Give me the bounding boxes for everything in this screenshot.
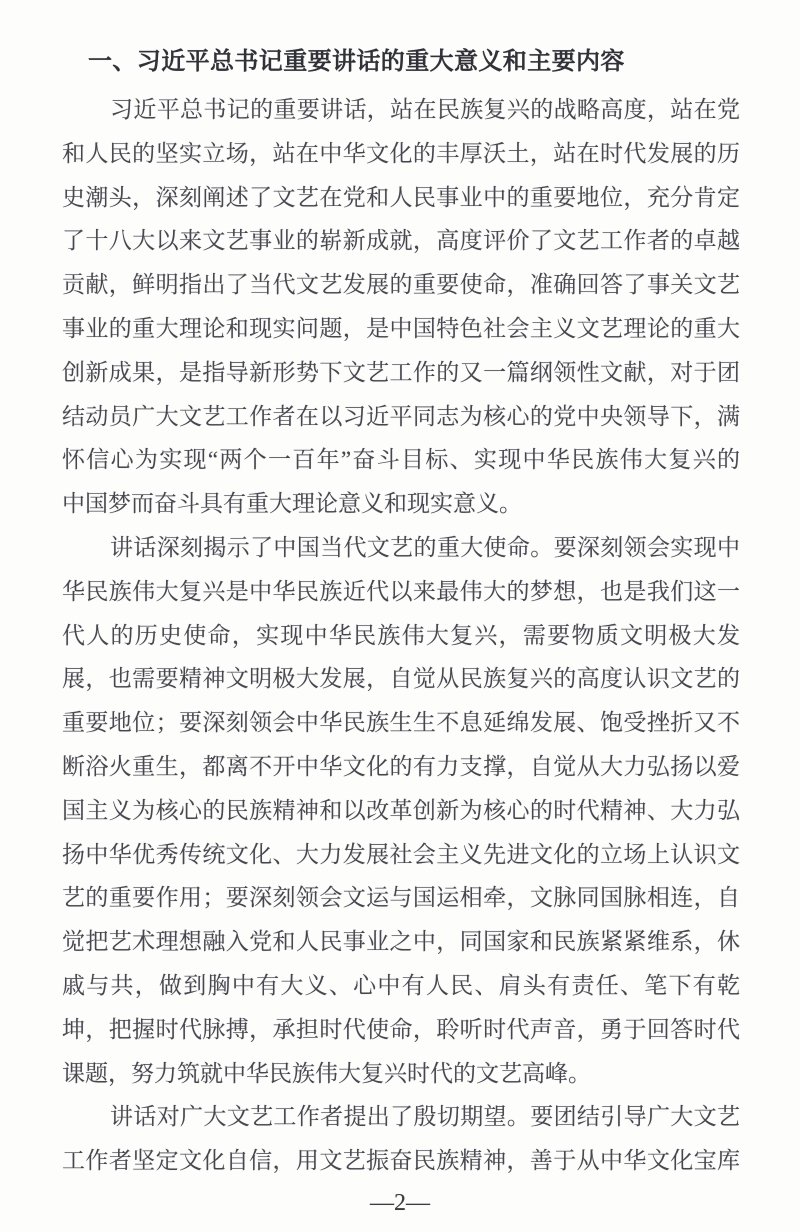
text-line: 重要地位；要深刻领会中华民族生生不息延绵发展、饱受挫折又不: [62, 710, 740, 736]
section-heading: 一、习近平总书记重要讲话的重大意义和主要内容: [88, 48, 625, 75]
text-line: 戚与共，做到胸中有大义、心中有人民、肩头有责任、笔下有乾: [62, 972, 740, 998]
text-line: 了十八大以来文艺事业的崭新成就，高度评价了文艺工作者的卓越: [62, 228, 740, 254]
text-line: 结动员广大文艺工作者在以习近平同志为核心的党中央领导下，满: [62, 403, 740, 429]
text-line: 习近平总书记的重要讲话，站在民族复兴的战略高度，站在党: [110, 97, 740, 122]
text-line: 讲话深刻揭示了中国当代文艺的重大使命。要深刻领会实现中: [110, 534, 740, 560]
text-line: 讲话对广大文艺工作者提出了殷切期望。要团结引导广大文艺: [110, 1104, 740, 1130]
text-line: 中国梦而奋斗具有重大理论意义和现实意义。: [62, 491, 522, 517]
text-line: 课题，努力筑就中华民族伟大复兴时代的文艺高峰。: [62, 1060, 591, 1086]
page-number: —2—: [370, 1190, 430, 1216]
text-line: 代人的历史使命，实现中华民族伟大复兴，需要物质文明极大发: [62, 622, 740, 648]
text-line: 艺的重要作用；要深刻领会文运与国运相牵，文脉同国脉相连，自: [62, 885, 740, 911]
text-line: 坤，把握时代脉搏，承担时代使命，聆听时代声音，勇于回答时代: [62, 1016, 740, 1042]
text-line: 扬中华优秀传统文化、大力发展社会主义先进文化的立场上认识文: [62, 841, 740, 867]
text-line: 怀信心为实现“两个一百年”奋斗目标、实现中华民族伟大复兴的: [62, 447, 740, 473]
text-line: 史潮头，深刻阐述了文艺在党和人民事业中的重要地位，充分肯定: [62, 184, 740, 210]
document-body: [62, 88, 740, 1183]
text-line: 事业的重大理论和现实问题，是中国特色社会主义文艺理论的重大: [62, 315, 740, 341]
text-line: 觉把艺术理想融入党和人民事业之中，同国家和民族紧紧维系，休: [62, 929, 740, 955]
text-line: 创新成果，是指导新形势下文艺工作的又一篇纲领性文献，对于团: [62, 359, 740, 385]
text-line: 工作者坚定文化自信，用文艺振奋民族精神，善于从中华文化宝库: [62, 1148, 740, 1174]
text-line: 贡献，鲜明指出了当代文艺发展的重要使命，准确回答了事关文艺: [62, 272, 740, 298]
text-line: 华民族伟大复兴是中华民族近代以来最伟大的梦想，也是我们这一: [62, 578, 740, 604]
text-line: 国主义为核心的民族精神和以改革创新为核心的时代精神、大力弘: [62, 797, 740, 823]
text-line: 展，也需要精神文明极大发展，自觉从民族复兴的高度认识文艺的: [62, 666, 740, 692]
text-line: 和人民的坚实立场，站在中华文化的丰厚沃土，站在时代发展的历: [62, 140, 740, 166]
text-line: 断浴火重生，都离不开中华文化的有力支撑，自觉从大力弘扬以爱: [62, 753, 740, 779]
